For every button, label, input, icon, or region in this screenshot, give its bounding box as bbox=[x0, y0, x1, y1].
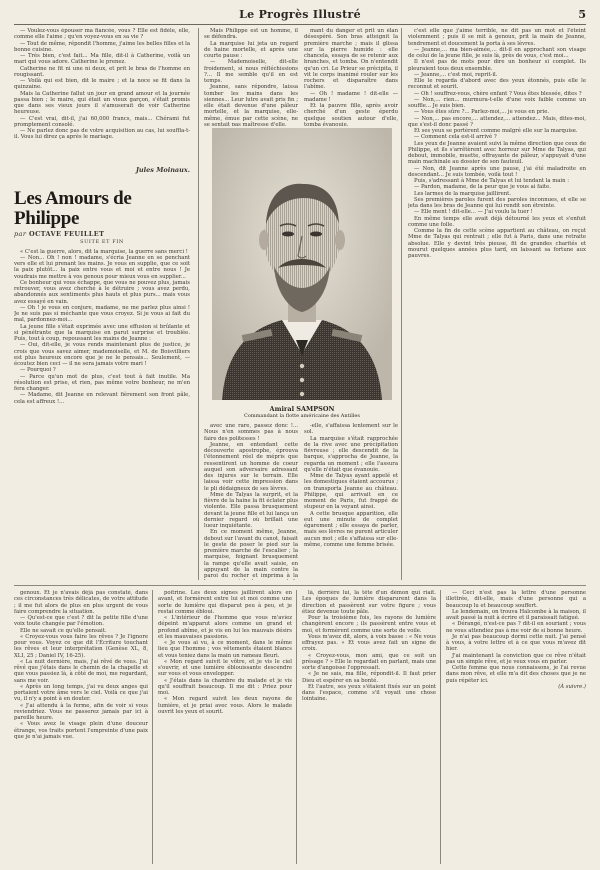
paragraph: — Parce qu'un mot de plus, c'est tout à fait inutile. Ma résolution est prise, et rien, pas même votre bonheur, ne m'en fera changer. bbox=[14, 373, 190, 392]
paragraph: — Tout de même, répondit l'homme, j'aime les belles filles et la bonne cuisine. bbox=[14, 40, 190, 53]
paragraph: Et l'autre, ses yeux s'étaient fixés sur un point dans l'espace, comme s'il voyait une chose lointaine. bbox=[302, 683, 436, 703]
column-separator bbox=[152, 590, 153, 864]
bottom-column-1 bbox=[14, 590, 148, 864]
story-suite: SUITE ET FIN bbox=[80, 239, 124, 246]
paragraph: Mais Philippe est un homme, il se défendra. bbox=[204, 28, 298, 41]
paragraph: « Mon regard suivit les deux rayons de lumière, et je priai avec vous. Alors le malade ouvrit les yeux et sourit. bbox=[158, 696, 292, 715]
paragraph: avec une rare, passez donc !... Nous n'en sommes pas à nous faire des politesses ! bbox=[204, 423, 298, 442]
bottom-column-3 bbox=[302, 590, 436, 864]
paragraph: Ce bonheur qui vous échappe, que vous ne pouvez plus, jamais retrouver, vous avez cherché à le détruire ; vous avez perdu, abandonnés aux sentiments plus hauts et plus purs... mais vous avez essayé en vain. bbox=[14, 279, 190, 305]
paragraph: Mme de Talyas ayant appelé et les domestiques étaient accourus ; on transporta Jeanne au château. Philippe, qui arrivait en ce moment de Paris, fut frappé de stupeur en la voyant ainsi. bbox=[304, 473, 398, 511]
paragraph: — Ne parlez donc pas de votre acquisition au cas, lui souffla-t-il. Vous lui direz ça après le mariage. bbox=[14, 128, 190, 141]
author-prefix: par bbox=[14, 230, 27, 238]
column-separator bbox=[296, 590, 297, 864]
paragraph: — Pourquoi ? bbox=[20, 367, 56, 374]
paragraph: — Jeanne,... ma bien-aimée,... dit-il en approchant son visage de celui de la jeune fille, je suis là, près de vous, c'est moi... bbox=[408, 46, 586, 59]
paragraph: En ce moment même, Jeanne, debout sur l'avant du canot, faisait le geste de poser le pied sur la première marche de l'escalier ; la marquise, feignant brusquement la rampe qu'elle avait saisie, en appuyant de la main contre la paroi du rocher et imprima à la bbox=[204, 529, 298, 579]
paragraph: — Ceci n'est pas la lettre d'une personne illettrée, dit-elle, mais d'une personne qui a beaucoup lu et beaucoup souffert. bbox=[446, 590, 586, 609]
paragraph: Jeanne, sans répondre, laissa tomber les mains dans les siennes... Leur lutre avait pris fin ; elle était devenue d'une pâleur mortelle, et la marquise, elle-même, émue par cette scène, ne se sentait pas maîtresse d'elle. bbox=[204, 84, 298, 126]
column-separator bbox=[440, 590, 441, 864]
paragraph: Et la pauvre fille, après avoir cherché d'un geste éperdu quelque soutien autour d'elle, tomba évanouie. bbox=[304, 103, 398, 126]
paragraph: Catherine ne fit ni une ni deux, et prit le bras de l'homme en rougissant. bbox=[14, 65, 190, 78]
paragraph: — Non... Oh ! non ! madame, s'écria Jeanne en se penchant vers elle et lui prenant les mains. Je vous en supplie, que ce soit la paix plutôt... la paix entre vous et moi et entre nous ! Je voudrais me mettre à vos genoux pour mieux vous en supplier... bbox=[14, 254, 190, 280]
column-separator bbox=[401, 28, 402, 580]
bottom-column-4 bbox=[446, 590, 586, 864]
paragraph: Jeanne, en entendant cette découverte apostrophe, éprouva l'étonnement réel de mépris que ressentirent un homme de coeur auquel son adversaire adressant des injures sur le terrain. Elle laissa voir cette impression dans le pli dédaigneux de ses lèvres. bbox=[204, 441, 298, 492]
paragraph: « Croyez-vous vous faire les rêves ? Je l'ignore pour vous. Voyez ce que dit l'Écriture touchant les rêves et leur interprétation (Genèse XL, 8, XLI, 25 ; Daniel IV, 16-25). bbox=[14, 633, 148, 659]
right-column bbox=[408, 28, 586, 580]
paragraph: « J'ai attendu à la ferme, afin de voir si vous reviendriez. Vous ne passerez jamais par ici à pareille heure. bbox=[14, 702, 148, 721]
paragraph: Elle le regarda d'abord avec des yeux étonnés, puis elle le reconnut et sourit. bbox=[408, 78, 586, 91]
paragraph: Je n'ai pas beaucoup dormi cette nuit. J'ai pensé à vous, à votre lettre et à ce que vous m'avez dit hier. bbox=[446, 633, 586, 653]
paragraph: A cette brusque apparition, elle eut une minute de complet égarement ; elle essaya de parler, mais ses lèvres ne purent articuler aucun mot ; elle s'affaissa sur elle-même, comme une femme brisée. bbox=[304, 510, 398, 548]
portrait-subcaption: Commandant la flotte américaine des Antilles bbox=[244, 413, 360, 419]
paragraph: Les larmes de la marquise jaillirent. bbox=[414, 190, 511, 197]
paragraph: là, derrière lui, la tête d'un démon qui riait. Les époques de lumière disparurent dans la direction et passèrent sur votre figure ; vous étiez devenue toute pâle. bbox=[302, 590, 436, 615]
paragraph: « C'est la guerre, alors, dit la marquise, la guerre sans merci ! bbox=[20, 248, 188, 255]
paragraph: — Qu'est-ce que c'est ? dit la petite fille d'une voix toute changée par l'émotion. bbox=[14, 615, 148, 628]
story-title: Les Amours de Philippe bbox=[14, 188, 132, 229]
paragraph: Cette femme que nous connaissons, je l'ai revue dans mon rêve, et elle m'a dit des choses que je ne puis répéter ici. bbox=[446, 665, 586, 684]
center-top-column-a bbox=[204, 28, 298, 126]
paragraph: « Vous avez le visage plein d'une douceur étrange, vos traits portent l'empreinte d'une paix que je n'ai jamais vue. bbox=[14, 721, 148, 740]
paragraph: « Je ne sais, ma fille, répondit-il. Il faut prier Dieu et espérer en sa bonté. bbox=[302, 671, 436, 684]
paragraph: « Après un long temps, j'ai vu deux anges qui portaient votre âme vers le ciel. Voilà ce que j'ai vu, il n'y a point à en douter. bbox=[14, 683, 148, 703]
portrait-caption: Amiral SAMPSON bbox=[269, 405, 335, 413]
paragraph: Le lendemain, on trouva Halcombe à la maison, il avait passé la nuit à écrire et il paraissait fatigué. bbox=[446, 608, 586, 621]
paragraph: — Elle ment ! dit-elle... — J'ai voulu la tuer ! bbox=[414, 209, 533, 216]
page-number: 5 bbox=[578, 7, 586, 21]
center-lower-column-b bbox=[304, 423, 398, 580]
paragraph: — Oh ! madame ! dit-elle — madame ! bbox=[304, 90, 398, 103]
paragraph: — Très bien, c'est fait... Ma fille, dit-il à Catherine, voilà un mari qui vous adore. Catherine le prenez. bbox=[14, 53, 190, 66]
paragraph: — C'est vrai, dit-il, j'ai 60,000 francs, mais... Chérami fut promptement consolé. bbox=[14, 115, 190, 128]
paragraph: Les yeux de Jeanne avaient suivi la même direction que ceux de Philippe, et ils s'arrêtèrent avec horreur sur Mme de Talyas, qui debout, immobile, muette, effrayante de pâleur, s'appuyait d'une main machinale au dossier de son fauteuil. bbox=[408, 140, 586, 166]
paragraph: La marquise lui jeta un regard de haine mortelle, et après une courte pause : bbox=[204, 40, 298, 59]
paragraph: La jeune fille s'était exprimée avec une effusion si brûlante et si pénétrante que la marquise en parut surprise et troublée. Puis, tout à coup, repoussant les mains de Jeanne : bbox=[14, 323, 190, 342]
paragraph: c'est elle que j'aime terrible, ne dit pas un mot et l'éteint violemment ; puis il se mit à genoux, prit la main de Jeanne, tendrement et doucement la porta à ses lèvres. bbox=[408, 28, 586, 47]
column-separator bbox=[198, 28, 199, 580]
paragraph: Mme de Talyas la surprit, et la fièvre de la haine la fit éclater plus violente. Elle passa brusquement devant la jeune fille et lui lança un dernier regard où brillait une lueur inquiétante. bbox=[204, 491, 298, 529]
paragraph: Il n'est pas de mots pour dire un bonheur si complet. Ils pleuraient tous deux ensemble. bbox=[408, 59, 586, 72]
paragraph: — Madame, dit Jeanne en relevant fièrement son front pâle, cela est affreux !... bbox=[14, 392, 190, 405]
paragraph: Comme la fin de cette scène appartient au château, on reçut Mme de Talyas qui rentrait ; elle fut à Paris, dans une retraite absolue. Elle y devint très pieuse, fit de grandes charités et mourut quelques années plus tard, en laissant sa fortune aux pauvres. bbox=[408, 228, 586, 259]
paragraph: Elle ne savait ce qu'elle pensait. bbox=[20, 627, 107, 634]
paragraph: Pour la troisième fois, les rayons de lumière changèrent encore ; ils passèrent entre vous et moi, et formèrent comme une sorte de voile. bbox=[302, 615, 436, 634]
center-top-column-b bbox=[304, 28, 398, 126]
paragraph: -elle, s'affaissa lentement sur le sol. bbox=[304, 423, 398, 436]
portrait-admiral-sampson bbox=[212, 128, 392, 400]
bottom-column-2 bbox=[158, 590, 292, 864]
newspaper-title: Le Progrès Illustré bbox=[239, 7, 361, 21]
paragraph: Ses premières paroles furent des paroles inconnues, et elle se jeta dans les bras de Jeanne qui lui rendit son étreinte. bbox=[408, 196, 586, 209]
top-left-column bbox=[14, 28, 190, 163]
paragraph: « Je vous ai vu, à ce moment, dans le même lieu que l'homme ; vos vêtements étaient blancs et vous teniez dans la main un rameau fleuri. bbox=[158, 640, 292, 659]
center-lower-column-a bbox=[204, 423, 298, 580]
paragraph: Vous m'avez dit, alors, à voix basse : « Ne vous effrayez pas. » Et vous avez fait un signe de croix. bbox=[302, 633, 436, 653]
paragraph: « L'intérieur de l'homme que vous m'aviez dépeint m'apparut alors comme un grand et profond abîme, et je vis en lui les mauvais désirs et les mauvaises passions. bbox=[158, 615, 292, 640]
paragraph: La marquise s'était rapprochée de la rive avec une précipitation fiévreuse ; elle descendit de la barque, s'approcha de Jeanne, la regarda un moment ; elle l'assura qu'elle n'était que évanouie. bbox=[304, 435, 398, 473]
paragraph: — Non,... rien... murmura-t-elle d'une voix faible comme un souffle... Je suis bien. bbox=[408, 96, 586, 109]
paragraph: — Voilà qui est bien, dit le maire ; et la noce se fit dans la quinzaine. bbox=[14, 78, 190, 91]
story-column bbox=[14, 182, 190, 580]
to-be-continued: (À suivre.) bbox=[558, 683, 586, 690]
paragraph: mant du danger et prit un élan désespéré. Son bras atteignit la première marche ; mais il glissa sur la pierre humide : elle chancela, essaya de se retenir aux branches, et tomba. On n'entendit qu'un cri. Le Prieur se précipita, il vit le corps inanimé rouler sur les rochers et disparaître dans l'abîme. bbox=[304, 28, 398, 91]
paragraph: — Oui, dit-elle, je vous rends maintenant plus de justice, je crois que vous savez aimer, mademoiselle, et M. de Boisvilliers est plus heureux encore que je ne le pensais... Seulement, — écoutez bien ceci — il ne sera jamais votre mari ! bbox=[14, 342, 190, 367]
paragraph: « Croyez-vous, mon ami, que ce soit un présage ? » Elle le regardait en parlant, mais une sorte d'angoisse l'oppressait. bbox=[302, 652, 436, 671]
paragraph: Mais la Catherine fallut un jour en grand amour et la journée passa bien ; le maire, qui était un vieux garçon, s'était promis que dans ses vieux jours il s'amuserait de voir Catherine heureuse. bbox=[14, 90, 190, 116]
paragraph: En même temps elle avait déjà détourné les yeux et s'enfuit comme une folle. bbox=[408, 215, 586, 228]
paragraph: « Mon regard suivit le vôtre, et je vis le ciel s'ouvrir, et une lumière éblouissante descendre sur vous et vous envelopper. bbox=[158, 658, 292, 678]
story-author bbox=[14, 231, 190, 237]
paragraph: — Mademoiselle, dit-elle froidement, si nous réfléchissions ?... Il me semble qu'il en est temps. bbox=[204, 59, 298, 84]
paragraph: — Oh ! je vous en conjure, madame, ne me parlez plus ainsi ! Je ne suis pas si méchante que vous croyez. Si je vous ai fait du mal, pardonnez-moi... bbox=[14, 304, 190, 324]
section-rule bbox=[14, 585, 586, 586]
paragraph: Puis, s'adressant à Mme de Talyas et lui tendant la main : bbox=[414, 178, 569, 184]
byline: Jules Moinaux. bbox=[135, 166, 190, 174]
paragraph: — Oh ! souffrez-vous, chère enfant ? Vous êtes blessée, dites ? bbox=[414, 90, 582, 97]
page-header bbox=[14, 6, 586, 22]
paragraph: Et ses yeux se portèrent comme malgré elle sur la marquise. bbox=[414, 128, 578, 134]
paragraph: poitrine. Les deux signes jaillirent alors en avant, et formèrent entre lui et moi comme une sorte de lumière qui disparut peu à peu, et je restai comme ébloui. bbox=[158, 590, 292, 615]
paragraph: « La nuit dernière, mais, j'ai rêvé de vous. J'ai rêvé que j'étais dans le chemin de la chapelle et que vous passiez là, à côté de moi, me regardant, sans me voir. bbox=[14, 658, 148, 684]
paragraph: — Voulez-vous épouser ma fiancée, vous ? Elle est fidèle, elle, comme elle l'aime ; qu'en voyez-vous en sa vie ? bbox=[14, 28, 190, 41]
paragraph: — Vous êtes sûre ?... Parlez-moi,... je vous en prie. bbox=[414, 109, 550, 116]
paragraph: « Dérangé, n'est-ce pas ? dit-il en souriant ; vous ne vous attendiez pas à me voir de si bonne heure. bbox=[446, 621, 586, 634]
paragraph: — Jeanne,... c'est moi, reprit-il. bbox=[414, 71, 498, 78]
paragraph: « J'étais dans la chambre du malade et je vis qu'il souffrait beaucoup. Il me dit : Priez pour moi. bbox=[158, 677, 292, 696]
paragraph: — Comment cela est-il arrivé ? bbox=[414, 134, 497, 141]
header-rule bbox=[14, 24, 586, 25]
paragraph: genoux. Et je n'avais déjà pas constaté, dans ces circonstances très délicates, de votre attitude ; il me fut alors de plus en plus urgent de vous faire comprendre la situation. bbox=[14, 590, 148, 615]
author-name: OCTAVE FEUILLET bbox=[29, 230, 105, 238]
top-left-byline-box bbox=[14, 164, 190, 176]
paragraph: — Pardon, madame, de la peur que je vous ai faite. bbox=[414, 184, 551, 191]
paragraph: J'ai maintenant la conviction que ce rêve n'était pas un simple rêve, et je veux vous en parler. bbox=[446, 652, 586, 665]
paragraph: — Non,... pas encore,... attendez,... attendez... Mais, dites-moi, que s'est-il donc passé ? bbox=[408, 115, 586, 128]
paragraph: — Non, dit Jeanne après une pause, j'ai été maladroite en descendant... Je suis tombée, voilà tout ! bbox=[408, 165, 586, 178]
